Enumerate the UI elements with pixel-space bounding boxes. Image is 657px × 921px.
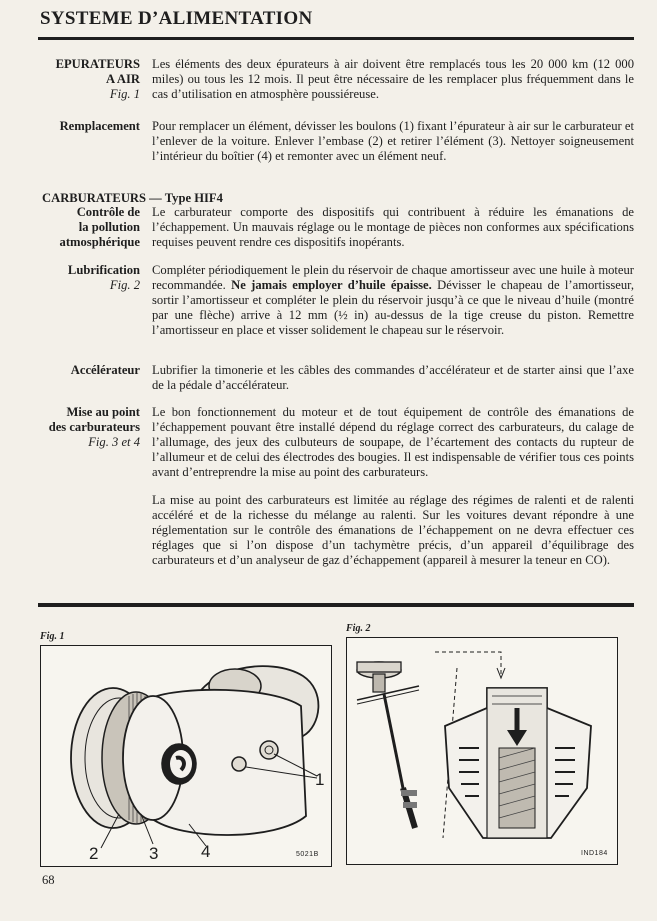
section-label [0, 363, 140, 378]
text-run: Compléter périodiquement le plein du réservoir de chaque amortisseur avec une huile à moteur recommandée. [152, 263, 634, 292]
label-line: des carburateurs [48, 420, 140, 434]
section-label [0, 263, 140, 293]
label-line: Lubrification [67, 263, 140, 277]
label-line: atmosphérique [59, 235, 140, 249]
section-text [152, 57, 634, 102]
label-line: Accélérateur [70, 363, 140, 377]
figure-code: IND184 [581, 850, 608, 857]
section-text [152, 363, 634, 393]
label-line: A AIR [106, 72, 140, 86]
paragraph: Lubrifier la timonerie et les câbles des commandes d’accélérateur et de starter ainsi que l’axe de la pédale d’accélérateur. [152, 363, 634, 392]
damper-drawing [347, 638, 617, 864]
air-cleaner-drawing [41, 646, 331, 866]
figure-reference: Fig. 2 [109, 278, 140, 292]
paragraph: Le carburateur comporte des dispositifs qui contribuent à réduire les émanations de l’échappement. Un mauvais réglage ou le montage de pièces non conformes aux spécifications requises peuvent rendre ces dispositifs inopérants. [152, 205, 634, 249]
figure-reference: Fig. 1 [109, 87, 140, 101]
warning-text: Ne jamais employer d’huile épaisse. [231, 278, 432, 292]
section-label [0, 205, 140, 250]
figure-1-illustration [40, 645, 332, 867]
paragraph: La mise au point des carburateurs est limitée au réglage des régimes de ralenti et de ralenti accéléré et de la richesse du mélange au ralenti. Sur les voitures devant répondre à une réglementation sur le contrôle des émanations de l’échappement on ne devra effectuer ces réglages que si l’on dispose d’un tachymètre précis, d’un appareil d’équilibrage des carburateurs et d’un analyseur de gaz d’échappement (appareil à mesurer la teneur en CO). [152, 493, 634, 567]
paragraph: Le bon fonctionnement du moteur et de tout équipement de contrôle des émanations de l’échappement pouvant être installé dépend du réglage correct des carburateurs, du calage de l’allumage, des jeux des culbuteurs de soupape, de l’écartement des contacts du rupteur de l’allumeur et de celui des électrodes des bougies. Il est indispensable de vérifier tous ces points avant d’entreprendre la mise au point des carburateurs. [152, 405, 634, 479]
section-label [0, 57, 140, 102]
section-text [152, 205, 634, 250]
callout-1: 1 [315, 770, 325, 789]
figure-code: 5021B [296, 851, 319, 858]
figure-2-label: Fig. 2 [346, 623, 371, 634]
paragraph: Pour remplacer un élément, dévisser les boulons (1) fixant l’épurateur à air sur le carburateur et l’enlever de la voiture. Enlever l’embase (2) et retirer l’élément (3). Nettoyer soigneusement l’intérieur du boîtier (4) et remonter avec un élément neuf. [152, 119, 634, 163]
section-text [152, 119, 634, 164]
section-text [152, 263, 634, 338]
section-text [152, 405, 634, 568]
figure-1-label: Fig. 1 [40, 631, 65, 642]
callout-2: 2 [89, 844, 99, 863]
paragraph: Les éléments des deux épurateurs à air doivent être remplacés tous les 20 000 km (12 000 miles) ou tous les 12 mois. Il peut être nécessaire de les remplacer plus fréquemment dans le cas d’utilisation en atmosphère poussiéreuse. [152, 57, 634, 101]
figure-reference: Fig. 3 et 4 [88, 435, 140, 449]
figures-rule [38, 603, 634, 607]
title-rule [38, 37, 634, 40]
label-line: Contrôle de [76, 205, 140, 219]
label-line: EPURATEURS [55, 57, 140, 71]
callout-3: 3 [149, 844, 159, 863]
label-line: Remplacement [59, 119, 140, 133]
section-label [0, 119, 140, 134]
label-line: Mise au point [66, 405, 140, 419]
carburateurs-heading: CARBURATEURS — Type HIF4 [42, 191, 223, 205]
callout-4: 4 [201, 842, 211, 861]
text-run: Dévisser le chapeau de l’amortisseur, sortir l’amortisseur et compléter le plein du réservoir jusqu’à ce que le niveau d’huile (montré par une flèche) arrive à 12 mm (½ in) au-dessus de la tige creuse du piston. Remettre l’amortisseur en place et visser solidement le chapeau sur le réservoir. [152, 278, 635, 337]
section-label [0, 405, 140, 450]
page-title: SYSTEME D’ALIMENTATION [40, 8, 313, 29]
label-line: la pollution [78, 220, 140, 234]
page-number: 68 [42, 873, 55, 887]
figure-2-illustration [346, 637, 618, 865]
paragraph [152, 263, 634, 338]
